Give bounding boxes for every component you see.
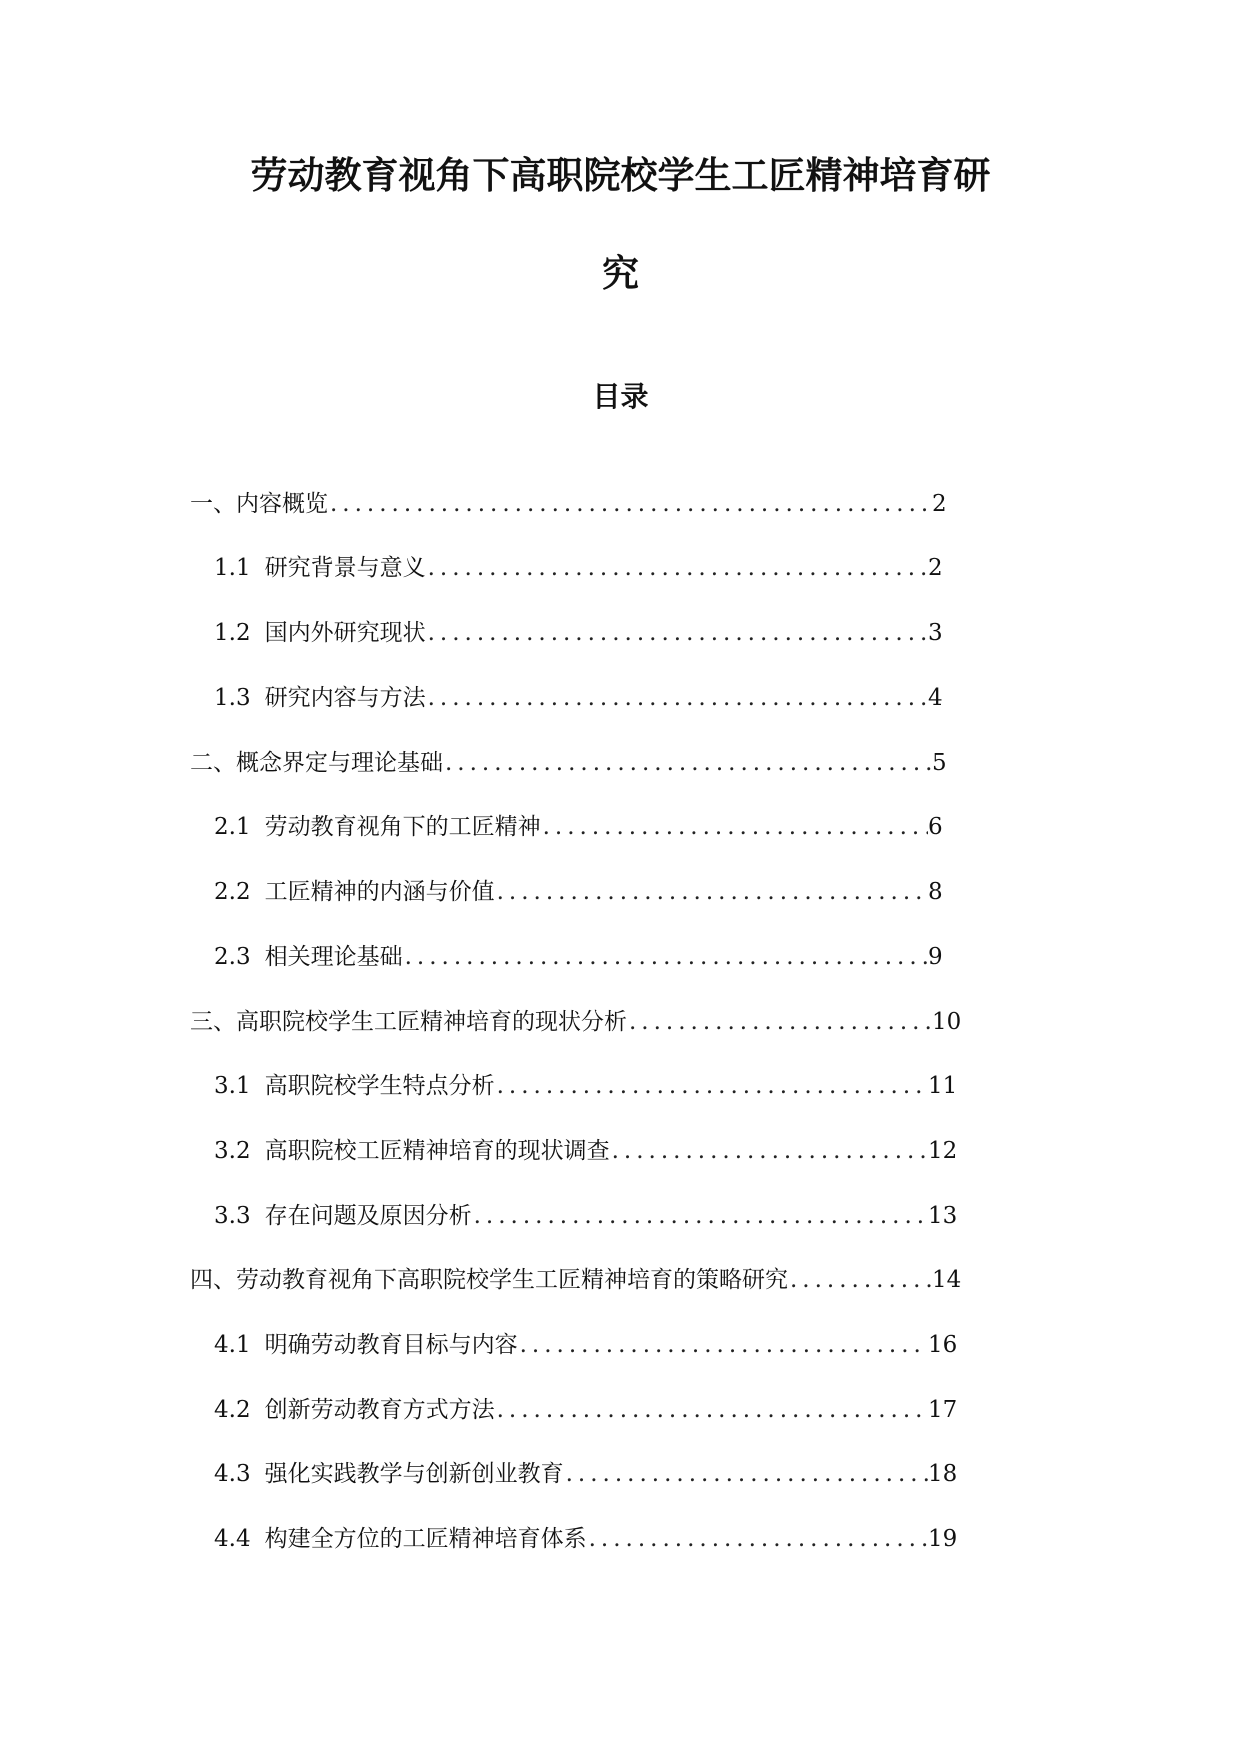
toc-entry-page: 14 bbox=[932, 1267, 962, 1293]
toc-entry[interactable] bbox=[214, 941, 942, 973]
toc-entry-number: 4.4 bbox=[214, 1526, 251, 1552]
toc-entry-page: 17 bbox=[928, 1397, 958, 1423]
toc-entry[interactable] bbox=[214, 552, 942, 584]
toc-entry-title: 国内外研究现状 bbox=[264, 620, 426, 646]
toc-entry-number: 3.1 bbox=[214, 1073, 251, 1099]
toc-entry-title: 三、高职院校学生工匠精神培育的现状分析 bbox=[190, 1009, 627, 1035]
toc-entry-title: 相关理论基础 bbox=[264, 944, 403, 970]
toc-dot-leader bbox=[426, 617, 928, 649]
toc-entry[interactable] bbox=[214, 682, 942, 714]
toc-dot-leader bbox=[403, 941, 928, 973]
toc-entry[interactable] bbox=[214, 1329, 958, 1361]
toc-entry-page: 18 bbox=[928, 1461, 958, 1487]
toc-dot-leader bbox=[495, 876, 928, 908]
toc-entry-page: 8 bbox=[928, 879, 943, 905]
toc-entry[interactable] bbox=[214, 876, 942, 908]
toc-entry[interactable] bbox=[190, 1006, 962, 1038]
toc-entry-page: 5 bbox=[932, 750, 947, 776]
toc-entry-number: 1.2 bbox=[214, 620, 251, 646]
toc-entry[interactable] bbox=[190, 747, 946, 779]
toc-entry[interactable] bbox=[214, 1070, 958, 1102]
document-title-line-2: 究 bbox=[602, 252, 639, 295]
toc-entry-title: 四、劳动教育视角下高职院校学生工匠精神培育的策略研究 bbox=[190, 1267, 788, 1293]
toc-dot-leader bbox=[541, 811, 928, 843]
toc-entry[interactable] bbox=[214, 811, 942, 843]
toc-entry-number: 4.3 bbox=[214, 1461, 251, 1487]
toc-entry-page: 12 bbox=[928, 1138, 958, 1164]
toc-entry-number: 4.1 bbox=[214, 1332, 251, 1358]
toc-entry[interactable] bbox=[214, 1200, 958, 1232]
toc-entry[interactable] bbox=[190, 1264, 962, 1296]
toc-dot-leader bbox=[495, 1070, 928, 1102]
toc-entry-number: 2.1 bbox=[214, 814, 251, 840]
toc-dot-leader bbox=[495, 1394, 928, 1426]
toc-entry-title: 强化实践教学与创新创业教育 bbox=[264, 1461, 564, 1487]
toc-entry-number: 3.3 bbox=[214, 1203, 251, 1229]
toc-dot-leader bbox=[472, 1200, 928, 1232]
document-title-line-1: 劳动教育视角下高职院校学生工匠精神培育研 bbox=[250, 154, 991, 197]
toc-entry-page: 13 bbox=[928, 1203, 958, 1229]
toc-dot-leader bbox=[627, 1006, 932, 1038]
toc-entry-title: 工匠精神的内涵与价值 bbox=[264, 879, 495, 905]
toc-dot-leader bbox=[788, 1264, 932, 1296]
toc-dot-leader bbox=[426, 552, 928, 584]
toc-dot-leader bbox=[443, 747, 932, 779]
toc-entry-title: 创新劳动教育方式方法 bbox=[264, 1397, 495, 1423]
toc-entry-number: 2.3 bbox=[214, 944, 251, 970]
toc-entry[interactable] bbox=[214, 617, 942, 649]
toc-entry-number: 4.2 bbox=[214, 1397, 251, 1423]
toc-entry-page: 6 bbox=[928, 814, 943, 840]
toc-entry-page: 2 bbox=[928, 555, 943, 581]
toc-entry[interactable] bbox=[214, 1135, 958, 1167]
toc-entry-page: 11 bbox=[928, 1073, 958, 1099]
toc-dot-leader bbox=[426, 682, 928, 714]
toc-entry[interactable] bbox=[190, 488, 946, 520]
toc-entry-title: 研究内容与方法 bbox=[264, 685, 426, 711]
toc-dot-leader bbox=[610, 1135, 928, 1167]
toc-entry-number: 2.2 bbox=[214, 879, 251, 905]
toc-entry-title: 高职院校工匠精神培育的现状调查 bbox=[264, 1138, 610, 1164]
toc-heading: 目录 bbox=[592, 380, 649, 413]
toc-entry-number: 3.2 bbox=[214, 1138, 251, 1164]
toc-dot-leader bbox=[587, 1523, 928, 1555]
toc-entry-page: 3 bbox=[928, 620, 943, 646]
toc-entry[interactable] bbox=[214, 1458, 958, 1490]
toc-dot-leader bbox=[328, 488, 932, 520]
toc-entry-page: 2 bbox=[932, 491, 947, 517]
toc-entry-title: 劳动教育视角下的工匠精神 bbox=[264, 814, 541, 840]
toc-entry-number: 1.3 bbox=[214, 685, 251, 711]
toc-entry-title: 明确劳动教育目标与内容 bbox=[264, 1332, 518, 1358]
toc-entry-title: 存在问题及原因分析 bbox=[264, 1203, 472, 1229]
toc-entry-title: 一、内容概览 bbox=[190, 491, 328, 517]
toc-entry-page: 4 bbox=[928, 685, 943, 711]
toc-entry-title: 高职院校学生特点分析 bbox=[264, 1073, 495, 1099]
toc-entry-title: 研究背景与意义 bbox=[264, 555, 426, 581]
toc-entry-page: 9 bbox=[928, 944, 943, 970]
toc-entry-page: 19 bbox=[928, 1526, 958, 1552]
toc-dot-leader bbox=[564, 1458, 928, 1490]
toc-entry-number: 1.1 bbox=[214, 555, 251, 581]
toc-entry-title: 构建全方位的工匠精神培育体系 bbox=[264, 1526, 587, 1552]
toc-dot-leader bbox=[518, 1329, 928, 1361]
toc-entry[interactable] bbox=[214, 1394, 958, 1426]
toc-entry-title: 二、概念界定与理论基础 bbox=[190, 750, 443, 776]
toc-entry-page: 10 bbox=[932, 1009, 962, 1035]
toc-entry[interactable] bbox=[214, 1523, 958, 1555]
toc-entry-page: 16 bbox=[928, 1332, 958, 1358]
